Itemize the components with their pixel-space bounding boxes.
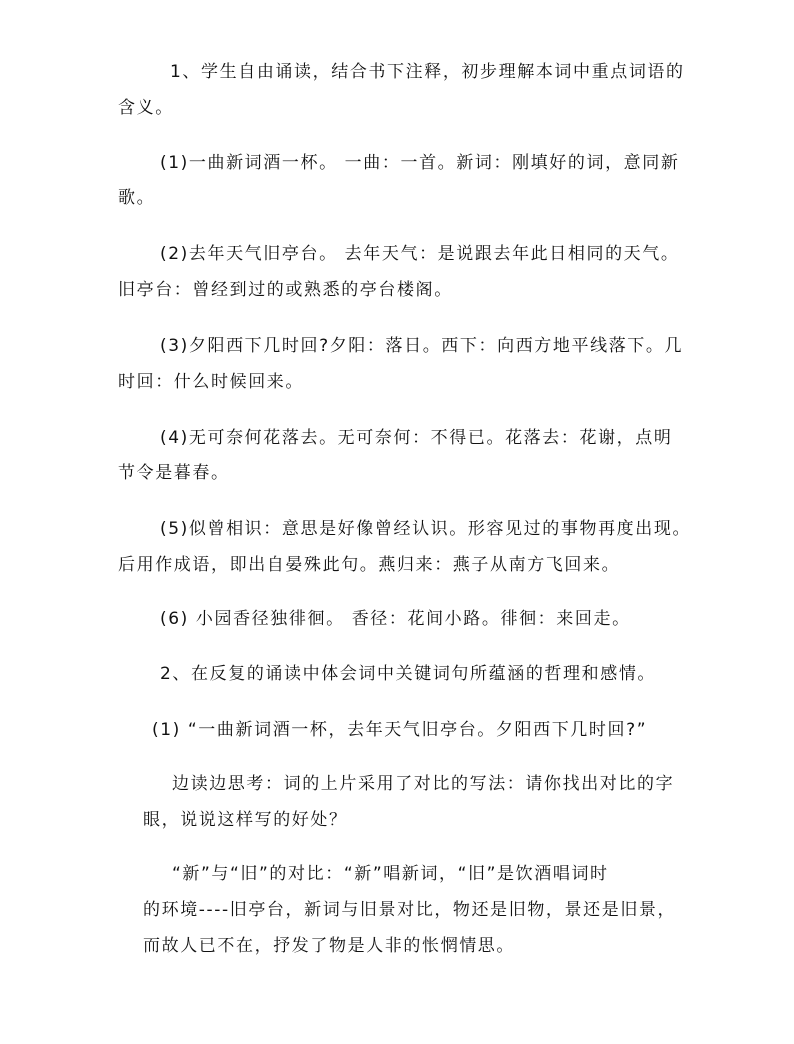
text-line: (1) “一曲新词酒一杯，去年天气旧亭台。夕阳西下几时回?” [152, 720, 648, 740]
text-line: 旧亭台：曾经到过的或熟悉的亭台楼阁。 [118, 280, 453, 300]
text-line: 含义。 [118, 98, 174, 118]
text-line: 2、在反复的诵读中体会词中关键词句所蕴涵的哲理和感情。 [160, 664, 657, 684]
text-line: (2)去年天气旧亭台。 去年天气：是说跟去年此日相同的天气。 [160, 244, 680, 264]
text-line: 的环境----旧亭台，新词与旧景对比，物还是旧物，景还是旧景， [143, 900, 677, 920]
text-line: 边读边思考：词的上片采用了对比的写法：请你找出对比的字 [172, 774, 675, 794]
text-line: 歌。 [118, 188, 156, 208]
text-line: (3)夕阳西下几时回?夕阳：落日。西下：向西方地平线落下。几 [160, 336, 684, 356]
text-line: 而故人已不在，抒发了物是人非的怅惘情思。 [143, 936, 515, 956]
text-line: 眼，说说这样写的好处？ [143, 810, 348, 830]
text-line: “新”与“旧”的对比：“新”唱新词，“旧”是饮酒唱词时 [172, 864, 609, 884]
text-line: 时回：什么时候回来。 [118, 372, 304, 392]
text-line: 1、学生自由诵读，结合书下注释，初步理解本词中重点词语的 [170, 62, 685, 82]
text-line: 节令是暮春。 [118, 463, 230, 483]
text-line: (1)一曲新词酒一杯。 一曲：一首。新词：刚填好的词，意同新 [160, 153, 680, 173]
text-line: 后用作成语，即出自晏殊此句。燕归来：燕子从南方飞回来。 [118, 555, 621, 575]
text-line: (6) 小园香径独徘徊。 香径：花间小路。徘徊：来回走。 [160, 609, 631, 629]
text-line: (4)无可奈何花落去。无可奈何：不得已。花落去：花谢，点明 [160, 428, 673, 448]
text-line: (5)似曾相识：意思是好像曾经认识。形容见过的事物再度出现。 [160, 519, 692, 539]
